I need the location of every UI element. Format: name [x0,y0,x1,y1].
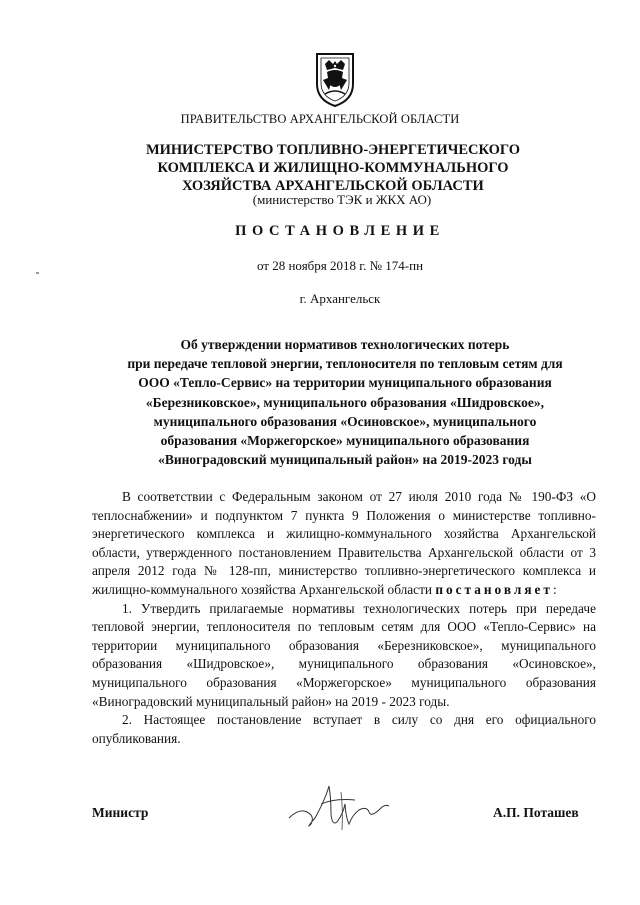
subject-line: муниципального образования «Осиновское», муниципального [153,413,537,429]
government-name: ПРАВИТЕЛЬСТВО АРХАНГЕЛЬСКОЙ ОБЛАСТИ [180,112,460,126]
decree-colon: : [552,581,557,597]
document-date-number [0,258,640,274]
subject-line: образования «Моржегорское» муниципального образования [160,433,530,449]
handwritten-signature [285,778,395,834]
subject-line: ООО «Тепло-Сервис» на территории муниципального образования [138,375,552,391]
scan-mark [36,272,39,274]
document-type-text: ПОСТАНОВЛЕНИЕ [235,223,445,239]
preamble-paragraph [92,488,596,600]
subject-line: «Березниковское», муниципального образования «Шидровское», [145,394,545,410]
item-2-paragraph: 2. Настоящее постановление вступает в силу со дня его официального опубликования. [92,712,596,746]
ministry-abbreviation-text: (министерство ТЭК и ЖКХ АО) [252,192,432,207]
preamble-text: В соответствии с Федеральным законом от 27 июля 2010 года № 190-ФЗ «О теплоснабжении» и подпунктом 7 пункта 9 Положения о министерстве топливно-энергетического комплекса и жилищно-коммунального хозяйства Архангельской области, утвержденного постановлением Правительства Архангельской области от 3 апреля 2012 года № 128-пп, министерство топливно-энергетического комплекса и жилищно-коммунального хозяйства Архангельской области [92,489,596,597]
subject-line: Об утверждении нормативов технологических потерь [180,337,510,352]
ministry-line: МИНИСТЕРСТВО ТОПЛИВНО-ЭНЕРГЕТИЧЕСКОГО [145,142,521,158]
document-type [0,223,640,240]
decree-word: постановляет [435,581,553,597]
document-subject [80,335,610,469]
document-city-text: г. Архангельск [299,291,381,306]
signer-position: Министр [92,805,149,820]
ministry-name [0,141,640,195]
document-body [92,488,596,748]
ministry-abbreviation [0,192,640,208]
subject-line: «Виноградовский муниципальный район» на 2019-2023 годы [158,452,532,468]
subject-line: при передаче тепловой энергии, теплоносителя по тепловым сетям для [127,356,563,372]
ministry-line: КОМПЛЕКСА И ЖИЛИЩНО-КОММУНАЛЬНОГО [157,160,509,176]
coat-of-arms-icon [313,50,357,108]
ministry-line: ХОЗЯЙСТВА АРХАНГЕЛЬСКОЙ ОБЛАСТИ [182,178,484,194]
document-city [0,291,640,307]
item-1-paragraph: 1. Утвердить прилагаемые нормативы технологических потерь при передаче тепловой энергии, теплоносителя по тепловым сетям для ООО «Тепло-Сервис» на территории муниципального образования «Березниковское», муниципального образования «Шидровское», муниципального образования «Осиновское», муниципального образования «Моржегорское» муниципального образования «Виноградовский муниципальный район» на 2019 - 2023 годы. [92,600,596,709]
signer-name: А.П. Поташев [493,805,579,820]
document-date-number-text: от 28 ноября 2018 г. № 174-пн [256,258,424,273]
